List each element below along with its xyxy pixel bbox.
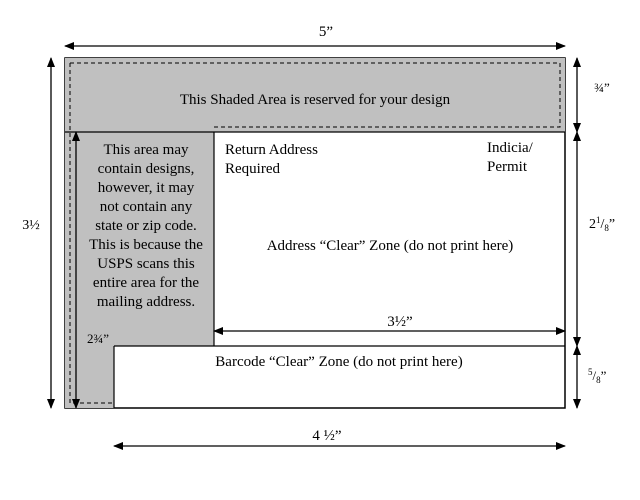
left-height-label: 2¾” [86, 331, 110, 346]
barcode-height-den: 8 [596, 375, 601, 385]
address-clear-zone-label: Address “Clear” Zone (do not print here) [266, 238, 514, 254]
barcode-height-slash: / [592, 368, 597, 383]
barcode-height-mark: ” [600, 368, 607, 383]
return-address-line-1: Return Address [225, 142, 318, 158]
address-height-num: 1 [596, 215, 601, 225]
design-area-label: This Shaded Area is reserved for your design [179, 92, 451, 108]
shaded-height-label: ¾” [594, 80, 610, 95]
left-area-line-2: contain designs, [97, 161, 195, 177]
indicia-line-1: Indicia/ [487, 140, 533, 156]
address-width-label: 3½” [387, 314, 413, 330]
left-area-line-8: entire area for the [92, 275, 200, 291]
barcode-height-label [588, 367, 607, 385]
return-address-line-2: Required [225, 161, 280, 177]
address-height-mark: ” [608, 217, 616, 232]
left-area-line-6: This is because the [89, 237, 203, 253]
barcode-height-num: 5 [588, 367, 593, 377]
left-area-line-1: This area may [103, 142, 189, 158]
address-height-slash: / [600, 217, 605, 232]
barcode-width-label: 4 ½” [312, 428, 342, 444]
barcode-clear-zone-label: Barcode “Clear” Zone (do not print here) [215, 354, 463, 370]
indicia-line-2: Permit [487, 159, 527, 175]
left-area-line-9: mailing address. [96, 294, 196, 310]
left-area-line-4: not contain any [99, 199, 193, 215]
total-height-label: 3½ [22, 218, 40, 233]
address-height-den: 8 [604, 223, 609, 233]
address-height-label [589, 215, 615, 233]
left-area-line-3: however, it may [97, 180, 195, 196]
total-width-label: 5” [318, 24, 334, 40]
left-area-line-7: USPS scans this [97, 256, 195, 272]
address-height-whole: 2 [589, 217, 596, 232]
left-area-line-5: state or zip code. [95, 218, 197, 234]
